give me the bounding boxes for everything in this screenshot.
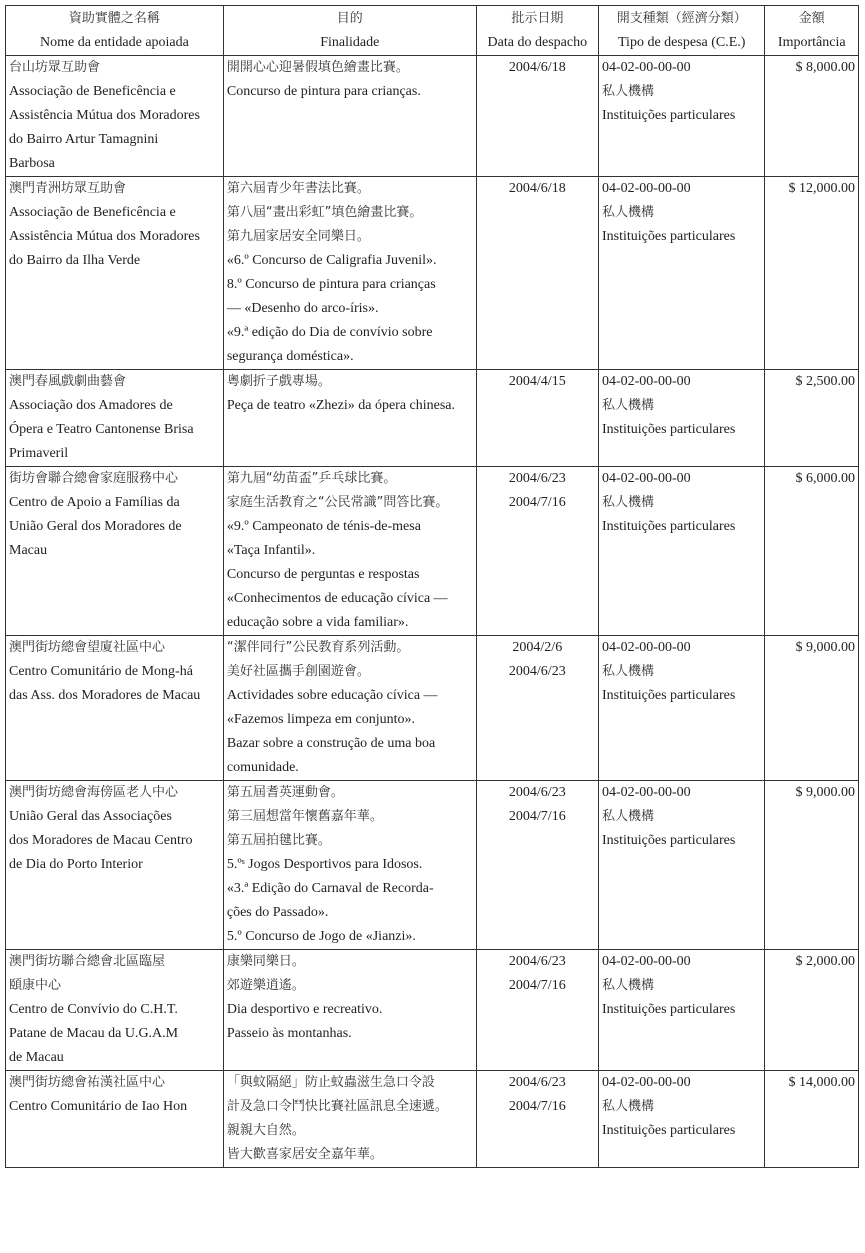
purpose-cell-line: 家庭生活教育之“公民常識”問答比賽。 [226, 495, 449, 510]
entity-name-cell-line: 澳門街坊總會海傍區老人中心 [9, 785, 179, 800]
purpose-cell-line: 計及急口令鬥快比賽社區訊息全速遞。 [226, 1099, 448, 1114]
purpose-cell-line: 5.ºˢ Jogos Desportivos para Idosos. [226, 857, 423, 872]
expense-type-cell-line: Instituições particulares [601, 108, 736, 123]
purpose-cell-line: 「與蚊隔絕」防止蚊蟲滋生急口令設 [226, 1075, 435, 1090]
purpose-cell-line: 8.º Concurso de pintura para crianças [226, 277, 436, 292]
expense-type-cell-line: Instituições particulares [601, 422, 736, 437]
expense-type-cell [598, 177, 764, 370]
purpose-cell-line: 粵劇折子戲專場。 [226, 374, 331, 389]
purpose-cell-line: 第五屆拍毽比賽。 [226, 833, 331, 848]
entity-name-cell-line: 澳門街坊聯合總會北區臨屋 [9, 954, 166, 969]
expense-type-cell-line: Instituições particulares [601, 833, 736, 848]
table-header [6, 6, 859, 56]
purpose-cell-line: Concurso de perguntas e respostas [226, 567, 420, 582]
purpose-cell-line: Actividades sobre educação cívica — [226, 688, 438, 703]
expense-type-cell-line: 04-02-00-00-00 [601, 954, 691, 969]
date-cell-line: 2004/4/15 [508, 374, 566, 389]
expense-type-cell [598, 781, 764, 950]
expense-type-cell-line: Instituições particulares [601, 1002, 736, 1017]
date-cell-line: 2004/6/23 [508, 1075, 566, 1090]
entity-name-cell-line: Macau [9, 543, 48, 558]
amount-cell: $ 6,000.00 [765, 467, 859, 636]
entity-name-cell-line: de Macau [9, 1050, 64, 1065]
purpose-cell-line: 皆大歡喜家居安全嘉年華。 [226, 1147, 383, 1162]
table-row [6, 56, 859, 177]
purpose-cell-line: comunidade. [226, 760, 299, 775]
date-cell-line: 2004/6/18 [508, 60, 566, 75]
table-row [6, 950, 859, 1071]
amount-cell: $ 9,000.00 [765, 636, 859, 781]
purpose-cell-line: 第九屆家居安全同樂日。 [226, 229, 370, 244]
header-date [476, 6, 598, 56]
entity-name-cell [6, 950, 224, 1071]
entity-name-cell-line: Associação dos Amadores de [9, 398, 173, 413]
expense-type-cell-line: 私人機構 [601, 398, 654, 413]
expense-type-cell [598, 467, 764, 636]
date-cell-line: 2004/7/16 [508, 495, 566, 510]
date-cell [476, 177, 598, 370]
expense-type-cell-line: 私人機構 [601, 205, 654, 220]
entity-name-cell-line: 澳門青洲坊眾互助會 [9, 181, 127, 196]
entity-name-cell-line: Centro de Apoio a Famílias da [9, 495, 180, 510]
purpose-cell [223, 370, 476, 467]
entity-name-cell [6, 781, 224, 950]
entity-name-cell-line: Assistência Mútua dos Moradores [9, 108, 200, 123]
purpose-cell-line: 第三屆想當年懷舊嘉年華。 [226, 809, 383, 824]
amount-cell: $ 14,000.00 [765, 1071, 859, 1168]
purpose-cell-line: — «Desenho do arco-íris». [226, 301, 379, 316]
table-row [6, 636, 859, 781]
purpose-cell-line: 第五屆耆英運動會。 [226, 785, 344, 800]
expense-type-cell-line: 04-02-00-00-00 [601, 181, 691, 196]
expense-type-cell [598, 56, 764, 177]
date-cell [476, 56, 598, 177]
expense-type-cell-line: 私人機構 [601, 1099, 654, 1114]
entity-name-cell-line: Barbosa [9, 156, 55, 171]
date-cell-line: 2004/6/23 [508, 471, 566, 486]
entity-name-cell-line: Patane de Macau da U.G.A.M [9, 1026, 179, 1041]
purpose-cell [223, 636, 476, 781]
expense-type-cell-line: Instituições particulares [601, 519, 736, 534]
expense-type-cell-line: 04-02-00-00-00 [601, 1075, 691, 1090]
entity-name-cell [6, 1071, 224, 1168]
entity-name-cell-line: dos Moradores de Macau Centro [9, 833, 193, 848]
purpose-cell-line: 第六屆青少年書法比賽。 [226, 181, 370, 196]
purpose-cell-line: «Taça Infantil». [226, 543, 316, 558]
entity-name-cell-line: 台山坊眾互助會 [9, 60, 101, 75]
date-cell [476, 370, 598, 467]
header-date-pt: Data do despacho [487, 34, 588, 50]
header-expense-type-zh: 開支種類（經濟分類） [616, 10, 747, 26]
purpose-cell-line: “潔伴同行”公民教育系列活動。 [226, 640, 410, 655]
purpose-cell-line: «9.º Campeonato de ténis-de-mesa [226, 519, 421, 534]
expense-type-cell-line: 私人機構 [601, 978, 654, 993]
expense-type-cell [598, 370, 764, 467]
purpose-cell [223, 781, 476, 950]
expense-type-cell-line: 04-02-00-00-00 [601, 471, 691, 486]
expense-type-cell-line: 私人機構 [601, 809, 654, 824]
purpose-cell-line: Concurso de pintura para crianças. [226, 84, 421, 99]
date-cell-line: 2004/7/16 [508, 809, 566, 824]
purpose-cell-line: Passeio às montanhas. [226, 1026, 352, 1041]
date-cell-line: 2004/6/23 [508, 785, 566, 800]
entity-name-cell-line: Centro Comunitário de Iao Hon [9, 1099, 188, 1114]
date-cell-line: 2004/6/23 [508, 664, 566, 679]
entity-name-cell-line: 澳門街坊總會祐漢社區中心 [9, 1075, 166, 1090]
purpose-cell-line: 第八屆“畫出彩虹”填色繪畫比賽。 [226, 205, 423, 220]
purpose-cell-line: «6.º Concurso de Caligrafia Juvenil». [226, 253, 437, 268]
entity-name-cell-line: Associação de Beneficência e [9, 84, 176, 99]
entity-name-cell-line: União Geral das Associações [9, 809, 172, 824]
table-row [6, 177, 859, 370]
entity-name-cell [6, 467, 224, 636]
purpose-cell-line: Bazar sobre a construção de uma boa [226, 736, 436, 751]
entity-name-cell-line: Centro de Convívio do C.H.T. [9, 1002, 178, 1017]
header-entity-name [6, 6, 224, 56]
expense-type-cell-line: 私人機構 [601, 495, 654, 510]
entity-name-cell-line: de Dia do Porto Interior [9, 857, 143, 872]
table-body [6, 56, 859, 1168]
header-purpose-zh: 目的 [336, 10, 363, 26]
expense-type-cell-line: Instituições particulares [601, 1123, 736, 1138]
date-cell-line: 2004/7/16 [508, 1099, 566, 1114]
subsidy-table [5, 5, 859, 1168]
expense-type-cell-line: Instituições particulares [601, 688, 736, 703]
expense-type-cell-line: 04-02-00-00-00 [601, 374, 691, 389]
amount-cell: $ 2,000.00 [765, 950, 859, 1071]
date-cell-line: 2004/7/16 [508, 978, 566, 993]
purpose-cell-line: 康樂同樂日。 [226, 954, 305, 969]
entity-name-cell-line: Assistência Mútua dos Moradores [9, 229, 200, 244]
entity-name-cell-line: 澳門街坊總會望廈社區中心 [9, 640, 166, 655]
table-row [6, 370, 859, 467]
entity-name-cell-line: União Geral dos Moradores de [9, 519, 182, 534]
amount-cell: $ 2,500.00 [765, 370, 859, 467]
table-row [6, 781, 859, 950]
date-cell [476, 636, 598, 781]
expense-type-cell [598, 636, 764, 781]
purpose-cell-line: educação sobre a vida familiar». [226, 615, 409, 630]
purpose-cell-line: «3.ª Edição do Carnaval de Recorda- [226, 881, 434, 896]
expense-type-cell-line: 04-02-00-00-00 [601, 60, 691, 75]
entity-name-cell-line: das Ass. dos Moradores de Macau [9, 688, 201, 703]
expense-type-cell [598, 950, 764, 1071]
purpose-cell [223, 467, 476, 636]
entity-name-cell [6, 56, 224, 177]
purpose-cell-line: segurança doméstica». [226, 349, 354, 364]
date-cell-line: 2004/6/23 [508, 954, 566, 969]
header-date-zh: 批示日期 [511, 10, 564, 26]
purpose-cell-line: «Conhecimentos de educação cívica — [226, 591, 448, 606]
header-purpose-pt: Finalidade [320, 34, 380, 50]
entity-name-cell-line: Primaveril [9, 446, 69, 461]
purpose-cell-line: «Fazemos limpeza em conjunto». [226, 712, 416, 727]
purpose-cell-line: Peça de teatro «Zhezi» da ópera chinesa. [226, 398, 456, 413]
date-cell-line: 2004/6/18 [508, 181, 566, 196]
purpose-cell-line: 郊遊樂逍遙。 [226, 978, 305, 993]
purpose-cell-line: 親親大自然。 [226, 1123, 305, 1138]
entity-name-cell-line: do Bairro da Ilha Verde [9, 253, 141, 268]
expense-type-cell-line: 04-02-00-00-00 [601, 785, 691, 800]
entity-name-cell-line: Associação de Beneficência e [9, 205, 176, 220]
purpose-cell [223, 177, 476, 370]
amount-cell: $ 8,000.00 [765, 56, 859, 177]
expense-type-cell-line: 私人機構 [601, 664, 654, 679]
date-cell [476, 950, 598, 1071]
entity-name-cell-line: 澳門春風戲劇曲藝會 [9, 374, 127, 389]
amount-cell: $ 12,000.00 [765, 177, 859, 370]
entity-name-cell-line: do Bairro Artur Tamagnini [9, 132, 159, 147]
table-row [6, 467, 859, 636]
date-cell-line: 2004/2/6 [512, 640, 563, 655]
purpose-cell [223, 56, 476, 177]
date-cell [476, 1071, 598, 1168]
header-purpose [223, 6, 476, 56]
header-amount-zh: 金額 [798, 10, 825, 26]
header-amount-pt: Importância [777, 34, 846, 50]
entity-name-cell-line: 頤康中心 [9, 978, 62, 993]
expense-type-cell-line: 04-02-00-00-00 [601, 640, 691, 655]
expense-type-cell [598, 1071, 764, 1168]
date-cell [476, 781, 598, 950]
header-expense-type-pt: Tipo de despesa (C.E.) [618, 34, 746, 50]
purpose-cell-line: 第九屆“幼苗盃”乒乓球比賽。 [226, 471, 397, 486]
header-expense-type [598, 6, 764, 56]
expense-type-cell-line: Instituições particulares [601, 229, 736, 244]
purpose-cell-line: 美好社區攜手創園遊會。 [226, 664, 370, 679]
purpose-cell-line: ções do Passado». [226, 905, 329, 920]
header-entity-name-pt: Nome da entidade apoiada [39, 34, 189, 50]
header-entity-name-zh: 資助實體之名稱 [68, 10, 160, 26]
purpose-cell-line: 5.º Concurso de Jogo de «Jianzi». [226, 929, 416, 944]
purpose-cell-line: «9.ª edição do Dia de convívio sobre [226, 325, 433, 340]
amount-cell: $ 9,000.00 [765, 781, 859, 950]
date-cell [476, 467, 598, 636]
entity-name-cell [6, 636, 224, 781]
entity-name-cell [6, 177, 224, 370]
entity-name-cell-line: Centro Comunitário de Mong-há [9, 664, 193, 679]
purpose-cell [223, 950, 476, 1071]
purpose-cell-line: Dia desportivo e recreativo. [226, 1002, 383, 1017]
entity-name-cell [6, 370, 224, 467]
table-row [6, 1071, 859, 1168]
purpose-cell-line: 開開心心迎暑假填色繪畫比賽。 [226, 60, 409, 75]
expense-type-cell-line: 私人機構 [601, 84, 654, 99]
purpose-cell [223, 1071, 476, 1168]
entity-name-cell-line: 街坊會聯合總會家庭服務中心 [9, 471, 179, 486]
entity-name-cell-line: Ópera e Teatro Cantonense Brisa [9, 422, 194, 437]
header-amount [765, 6, 859, 56]
